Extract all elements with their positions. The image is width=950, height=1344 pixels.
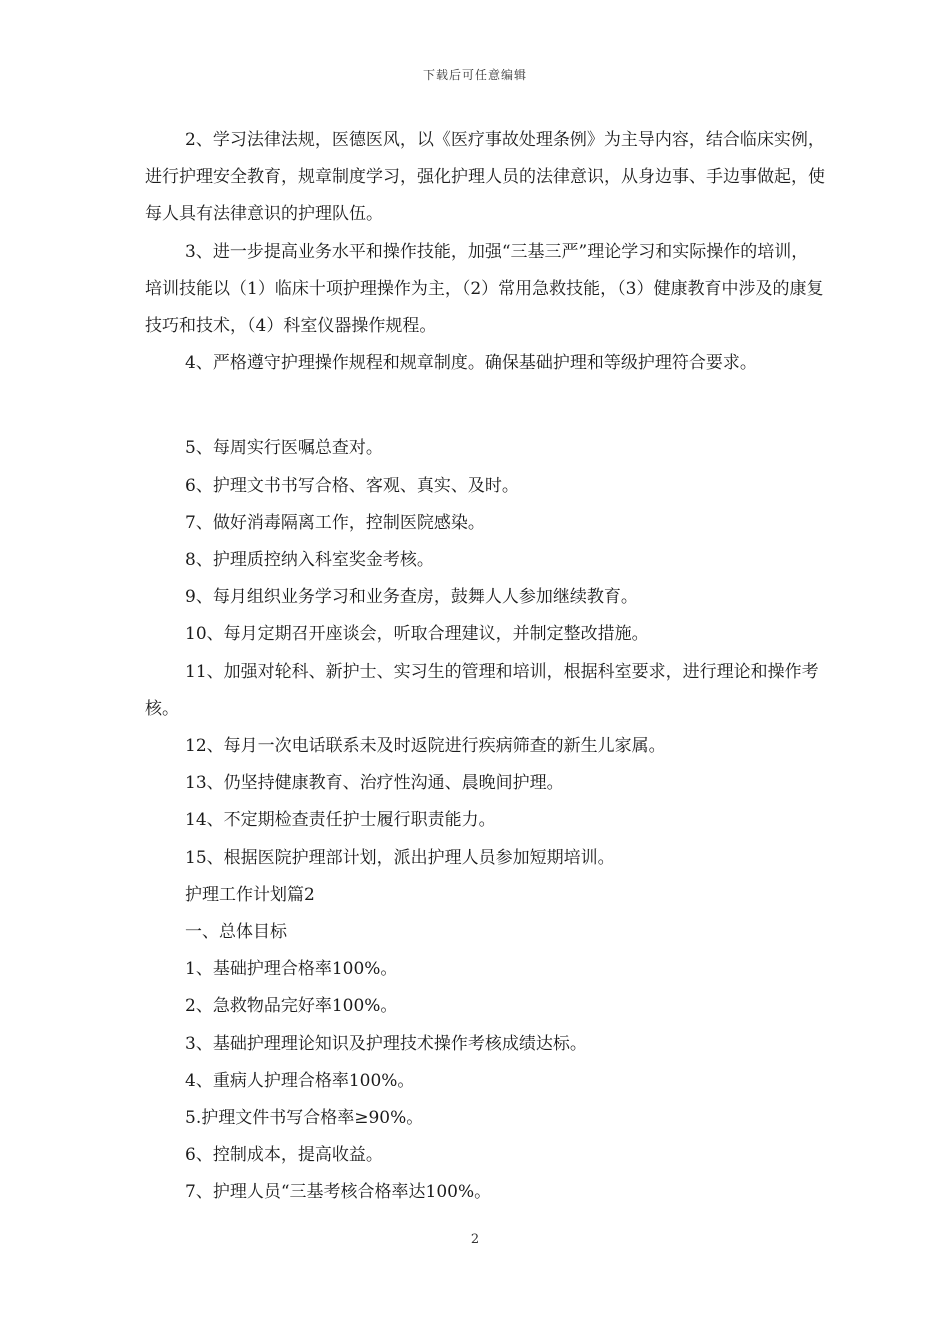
- paragraph-gap: [145, 382, 825, 430]
- paragraph-3: 3、进一步提高业务水平和操作技能，加强“三基三严”理论学习和实际操作的培训，培训技能以（1）临床十项护理操作为主，（2）常用急救技能，（3）健康教育中涉及的康复技巧和技术，（4）科室仪器操作规程。: [145, 241, 824, 337]
- paragraph-7: 7、做好消毒隔离工作，控制医院感染。: [185, 512, 485, 533]
- goal-item-7: 7、护理人员“三基考核合格率达100%。: [185, 1182, 492, 1203]
- document-body: [145, 122, 825, 1212]
- page-number: 2: [470, 1232, 480, 1247]
- paragraph-14: 14、不定期检查责任护士履行职责能力。: [185, 810, 496, 831]
- paragraph-13: 13、仍坚持健康教育、治疗性沟通、晨晚间护理。: [185, 773, 564, 794]
- paragraph-5: 5、每周实行医嘱总查对。: [185, 438, 383, 459]
- paragraph-6: 6、护理文书书写合格、客观、真实、及时。: [185, 475, 519, 496]
- goal-item-3: 3、基础护理理论知识及护理技术操作考核成绩达标。: [185, 1033, 587, 1054]
- paragraph-9: 9、每月组织业务学习和业务查房，鼓舞人人参加继续教育。: [185, 587, 638, 608]
- page-header: 下载后可任意编辑: [422, 68, 527, 82]
- paragraph-8: 8、护理质控纳入科室奖金考核。: [185, 550, 434, 571]
- paragraph-15: 15、根据医院护理部计划，派出护理人员参加短期培训。: [185, 847, 615, 868]
- goal-item-5: 5.护理文件书写合格率≥90%。: [185, 1108, 424, 1129]
- paragraph-4: 4、严格遵守护理操作规程和规章制度。确保基础护理和等级护理符合要求。: [185, 353, 757, 374]
- goal-item-6: 6、控制成本，提高收益。: [185, 1145, 383, 1166]
- goal-item-4: 4、重病人护理合格率100%。: [185, 1070, 415, 1091]
- paragraph-12: 12、每月一次电话联系未及时返院进行疾病筛查的新生儿家属。: [185, 736, 666, 757]
- subsection-heading: 一、总体目标: [185, 922, 287, 943]
- paragraph-10: 10、每月定期召开座谈会，听取合理建议，并制定整改措施。: [185, 624, 649, 645]
- paragraph-11: 11、加强对轮科、新护士、实习生的管理和培训，根据科室要求，进行理论和操作考核。: [145, 661, 819, 719]
- paragraph-2: 2、学习法律法规，医德医风，以《医疗事故处理条例》为主导内容，结合临床实例，进行护理安全教育，规章制度学习，强化护理人员的法律意识，从身边事、手边事做起，使每人具有法律意识的护理队伍。: [145, 130, 825, 225]
- section-title: 护理工作计划篇2: [185, 884, 315, 905]
- goal-item-2: 2、急救物品完好率100%。: [185, 996, 398, 1017]
- goal-item-1: 1、基础护理合格率100%。: [185, 959, 398, 980]
